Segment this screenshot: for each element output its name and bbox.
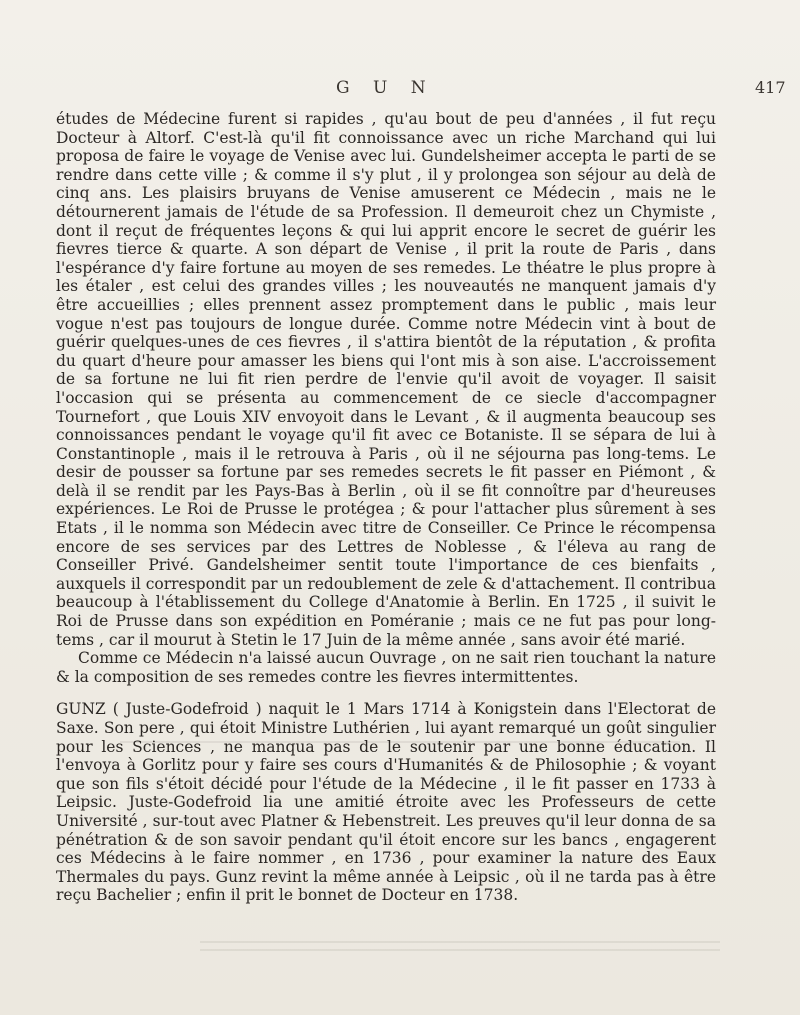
bleed-through-smudge (120, 735, 680, 755)
page-header (0, 78, 800, 102)
paragraph-gundelsheimer-biography: études de Médecine furent si rapides , qu'au bout de peu d'années , il fut reçu Docteur à Altorf. C'est-là qu'il fit connoissance avec un riche Marchand qui lui proposa de faire le voyage de Venise avec lui. Gundelsheimer accepta le parti de se rendre dans cette ville ; & comme il s'y plut , il y prolongea son séjour au delà de cinq ans. Les plaisirs bruyans de Venise amuserent ce Médecin , mais ne le détournerent jamais de l'étude de sa Profession. Il demeuroit chez un Chymiste , dont il reçut de fréquentes leçons & qui lui apprit encore le secret de guérir les fievres tierce & quarte. A son départ de Venise , il prit la route de Paris , dans l'espérance d'y faire fortune au moyen de ses remedes. Le théatre le plus propre à les étaler , est celui des grandes villes ; les nouveautés ne manquent jamais d'y être accueillies ; elles prennent assez promptement dans le public , mais leur vogue n'est pas toujours de longue durée. Comme notre Médecin vint à bout de guérir quelques-unes de ces fievres , il s'attira bientôt de la réputation , & profita du quart d'heure pour amasser les biens qui l'ont mis à son aise. L'accroissement de sa fortune ne lui fit rien perdre de l'envie qu'il avoit de voyager. Il saisit l'occasion qui se présenta au commencement de ce siecle d'accompagner Tournefort , que Louis XIV envoyoit dans le Levant , & il augmenta beaucoup ses connoissances pendant le voyage qu'il fit avec ce Botaniste. Il se sépara de lui à Constantinople , mais il le retrouva à Paris , où il ne séjourna pas long-tems. Le desir de pousser sa fortune par ses remedes secrets le fit passer en Piémont , & delà il se rendit par les Pays-Bas à Berlin , où il se fit connoître par d'heureuses expériences. Le Roi de Prusse le protégea ; & pour l'attacher plus sûrement à ses Etats , il le nomma son Médecin avec titre de Conseiller. Ce Prince le récompensa encore de ses services par des Lettres de Noblesse , & l'éleva au rang de Conseiller Privé. Gandelsheimer sentit toute l'importance de ces bienfaits , auxquels il correspondit par un redoublement de zele & d'attachement. Il contribua beaucoup à l'établissement du College d'Anatomie à Berlin. En 1725 , il suivit le Roi de Prusse dans son expédition en Poméranie ; mais ce ne fut pas pour long-tems , car il mourut à Stetin le 17 Juin de la même année , sans avoir été marié. (56, 110, 717, 649)
paragraph-gundelsheimer-note: Comme ce Médecin n'a laissé aucun Ouvrage , on ne sait rien touchant la nature & la composition de ses remedes contre les fievres intermittentes. (56, 649, 716, 686)
entry-separator (56, 686, 716, 700)
paragraph-gunz-entry: GUNZ ( Juste-Godefroid ) naquit le 1 Mars 1714 à Konigstein dans l'Electorat de Saxe. Son pere , qui étoit Ministre Luthérien , lui ayant remarqué un goût singulier pour les Sciences , ne manqua pas de le soutenir par une bonne éducation. Il l'envoya à Gorlitz pour y faire ses cours d'Humanités & de Philosophie ; & voyant que son fils s'étoit décidé pour l'étude de la Médecine , il le fit passer en 1733 à Leipsic. Juste-Godefroid lia une amitié étroite avec les Professeurs de cette Université , sur-tout avec Platner & Hebenstreit. Les preuves qu'il leur donna de sa pénétration & de son savoir pendant qu'il étoit encore sur les bancs , engagerent ces Médecins à le faire nommer , en 1736 , pour examiner la nature des Eaux Thermales du pays. Gunz revint la même année à Leipsic , où il ne tarda pas à être reçu Bachelier ; enfin il prit le bonnet de Docteur en 1738. (56, 700, 716, 905)
body-text (56, 110, 716, 905)
page-number: 417 (755, 78, 786, 97)
bleed-through-smudge-bottom (200, 935, 720, 959)
running-head: G U N (336, 78, 435, 98)
